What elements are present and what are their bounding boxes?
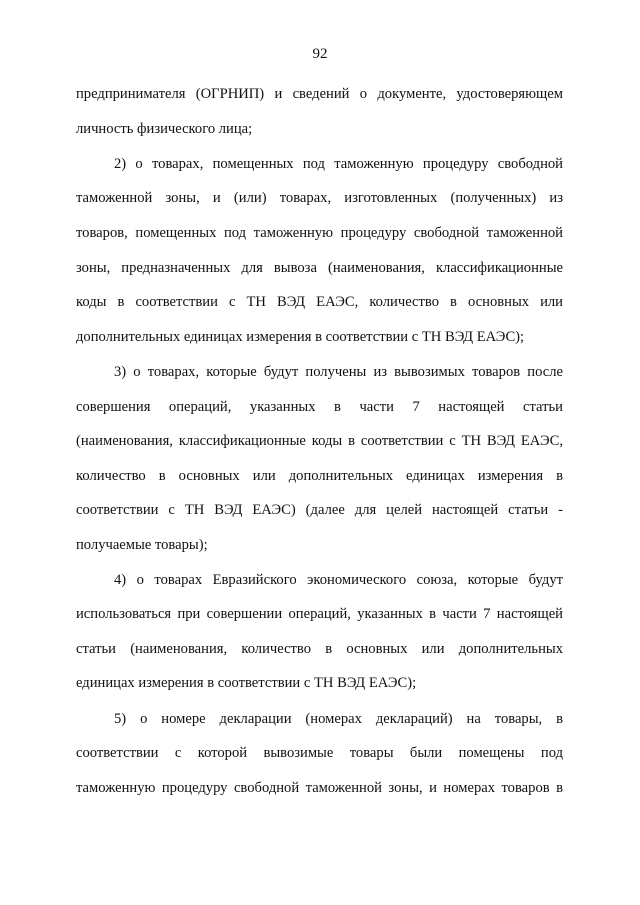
text-line: предпринимателя (ОГРНИП) и сведений о документе, удостоверяющем <box>76 86 563 102</box>
text-line: получаемые товары); <box>76 537 208 553</box>
paragraph-2-start: 2) о товарах, помещенных под таможенную процедуру свободной <box>114 156 563 172</box>
text-line: статьи (наименования, количество в основных или дополнительных <box>76 641 563 657</box>
text-line: дополнительных единицах измерения в соответствии с ТН ВЭД ЕАЭС); <box>76 329 525 345</box>
text-line: использоваться при совершении операций, указанных в части 7 настоящей <box>76 606 563 622</box>
text-line: товаров, помещенных под таможенную процедуру свободной таможенной <box>76 225 563 241</box>
page-number: 92 <box>312 46 328 62</box>
text-line: зоны, предназначенных для вывоза (наименования, классификационные <box>76 260 563 276</box>
paragraph-3-start: 3) о товарах, которые будут получены из вывозимых товаров после <box>114 364 563 380</box>
text-line: личность физического лица; <box>76 121 253 137</box>
text-line: соответствии с которой вывозимые товары были помещены под <box>76 745 563 761</box>
text-line: таможенной зоны, и (или) товарах, изготовленных (полученных) из <box>76 190 563 206</box>
text-line: количество в основных или дополнительных единицах измерения в <box>76 468 563 484</box>
text-line: единицах измерения в соответствии с ТН ВЭД ЕАЭС); <box>76 675 417 691</box>
paragraph-4-start: 4) о товарах Евразийского экономического союза, которые будут <box>114 572 563 588</box>
text-line: соответствии с ТН ВЭД ЕАЭС) (далее для целей настоящей статьи - <box>76 502 563 518</box>
text-line: коды в соответствии с ТН ВЭД ЕАЭС, количество в основных или <box>76 294 563 310</box>
paragraph-5-start: 5) о номере декларации (номерах деклараций) на товары, в <box>114 711 563 727</box>
text-line: совершения операций, указанных в части 7 настоящей статьи <box>76 399 563 415</box>
text-line: таможенную процедуру свободной таможенной зоны, и номерах товаров в <box>76 780 563 796</box>
text-line: (наименования, классификационные коды в соответствии с ТН ВЭД ЕАЭС, <box>76 433 563 449</box>
